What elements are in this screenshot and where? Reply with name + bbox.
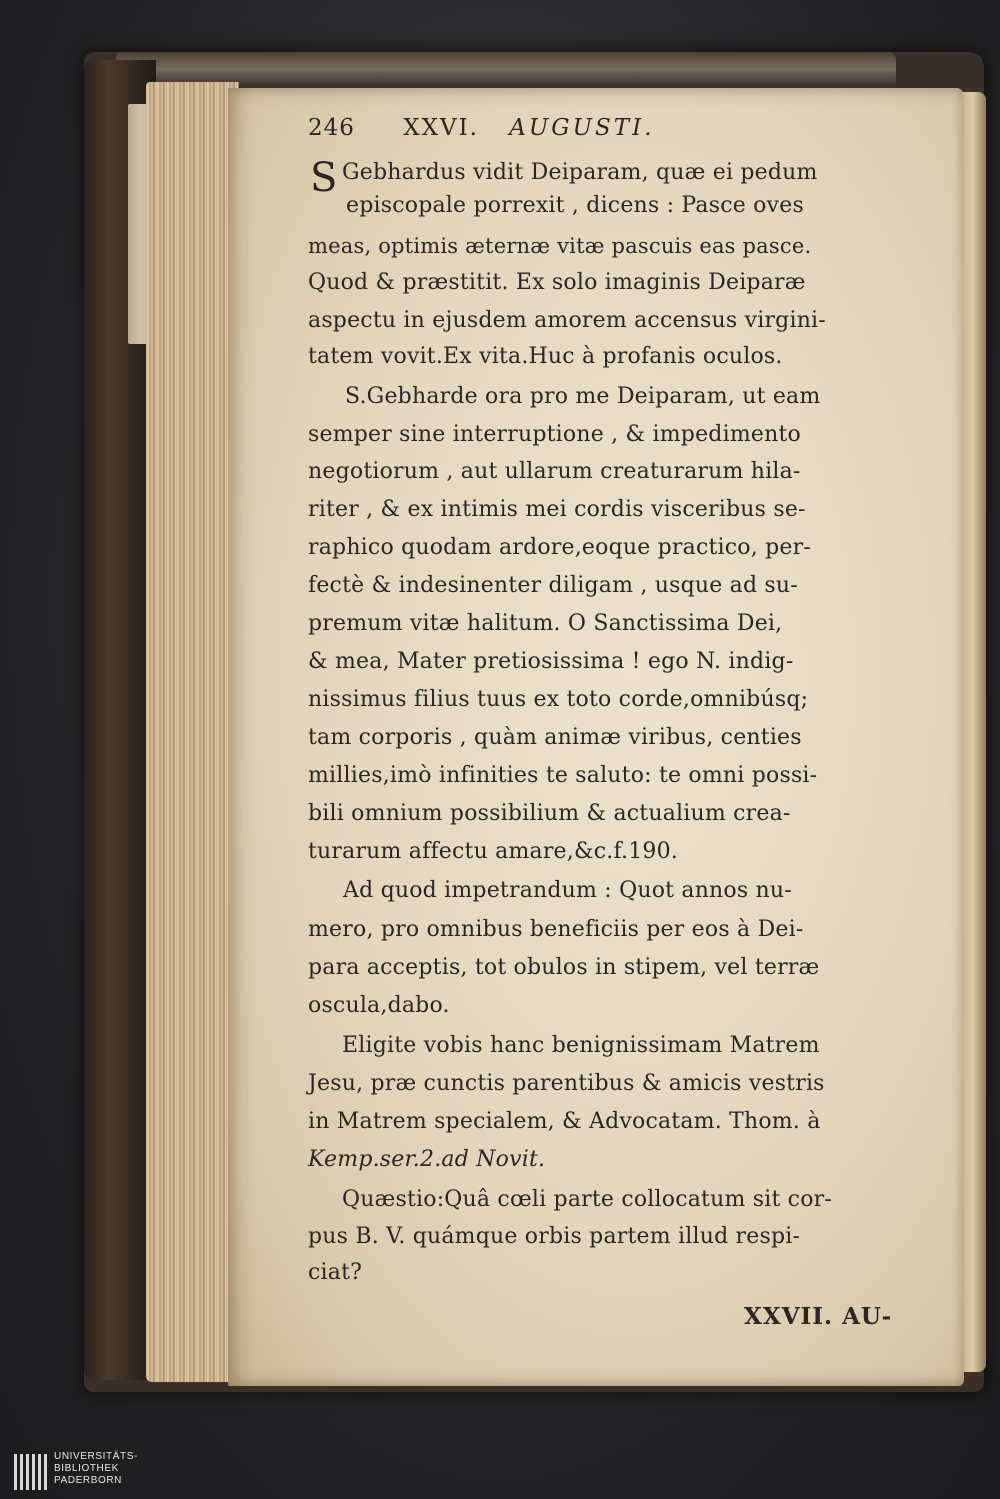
text-line: oscula,dabo. (308, 993, 450, 1018)
library-name (54, 1451, 138, 1487)
library-logo (0, 1448, 190, 1499)
text-line: episcopale porrexit , dicens : Pasce oves (346, 193, 804, 218)
text-line: Ad quod impetrandum : Quot annos nu- (343, 878, 792, 903)
text-line: Jesu, præ cunctis parentibus & amicis vestris (308, 1071, 825, 1096)
date-numeral: XXVI. (403, 115, 479, 141)
drop-capital: S (310, 155, 338, 201)
text-line: aspectu in ejusdem amorem accensus virgini- (308, 308, 826, 333)
text-line: millies,imò infinities te saluto: te omni possi- (308, 763, 818, 788)
text-line: pus B. V. quámque orbis partem illud respi- (308, 1224, 801, 1249)
text-line: Quod & præstitit. Ex solo imaginis Deiparæ (308, 270, 806, 295)
text-line: fectè & indesinenter diligam , usque ad su- (308, 573, 798, 598)
library-logo-icon (12, 1452, 50, 1492)
text-line: riter , & ex intimis mei cordis visceribus se- (308, 497, 806, 522)
text-line: tatem vovit.Ex vita.Huc à profanis oculos. (308, 344, 783, 369)
text-line: Kemp.ser.2.ad Novit. (308, 1147, 546, 1172)
library-line: PADERBORN (54, 1475, 123, 1486)
text-line: nissimus filius tuus ex toto corde,omnibúsq; (308, 687, 809, 712)
text-line: mero, pro omnibus beneficiis per eos à Dei- (308, 917, 804, 942)
library-line: BIBLIOTHEK (54, 1463, 119, 1474)
text-line: ciat? (308, 1260, 363, 1285)
text-line: para acceptis, tot obulos in stipem, vel terræ (308, 955, 820, 980)
library-line: UNIVERSITÄTS- (54, 1451, 138, 1462)
book-top-edge (116, 52, 896, 86)
page-number: 246 (308, 115, 355, 141)
text-line: bili omnium possibilium & actualium crea- (308, 801, 791, 826)
month-heading: AUGUSTI. (509, 115, 655, 141)
text-line: premum vitæ halitum. O Sanctissima Dei, (308, 611, 783, 636)
running-header (308, 113, 655, 143)
text-line: raphico quodam ardore,eoque practico, per- (308, 535, 811, 560)
text-line: & mea, Mater pretiosissima ! ego N. indig- (308, 649, 794, 674)
catchword: XXVII. AU- (744, 1303, 893, 1330)
text-line: meas, optimis æternæ vitæ pascuis eas pasce. (308, 234, 812, 258)
text-line: Gebhardus vidit Deiparam, quæ ei pedum (342, 160, 818, 185)
text-line: Quæstio:Quâ cœli parte collocatum sit cor- (342, 1187, 832, 1212)
text-line: turarum affectu amare,&c.f.190. (308, 839, 678, 864)
text-line: tam corporis , quàm animæ viribus, centies (308, 725, 802, 750)
page-stack-edges (146, 82, 239, 1382)
text-line: S.Gebharde ora pro me Deiparam, ut eam (345, 384, 821, 409)
text-line: semper sine interruptione , & impedimento (308, 422, 801, 447)
text-line: negotiorum , aut ullarum creaturarum hila- (308, 459, 801, 484)
text-line: Eligite vobis hanc benignissimam Matrem (342, 1033, 820, 1058)
text-line: in Matrem specialem, & Advocatam. Thom. à (308, 1109, 821, 1134)
